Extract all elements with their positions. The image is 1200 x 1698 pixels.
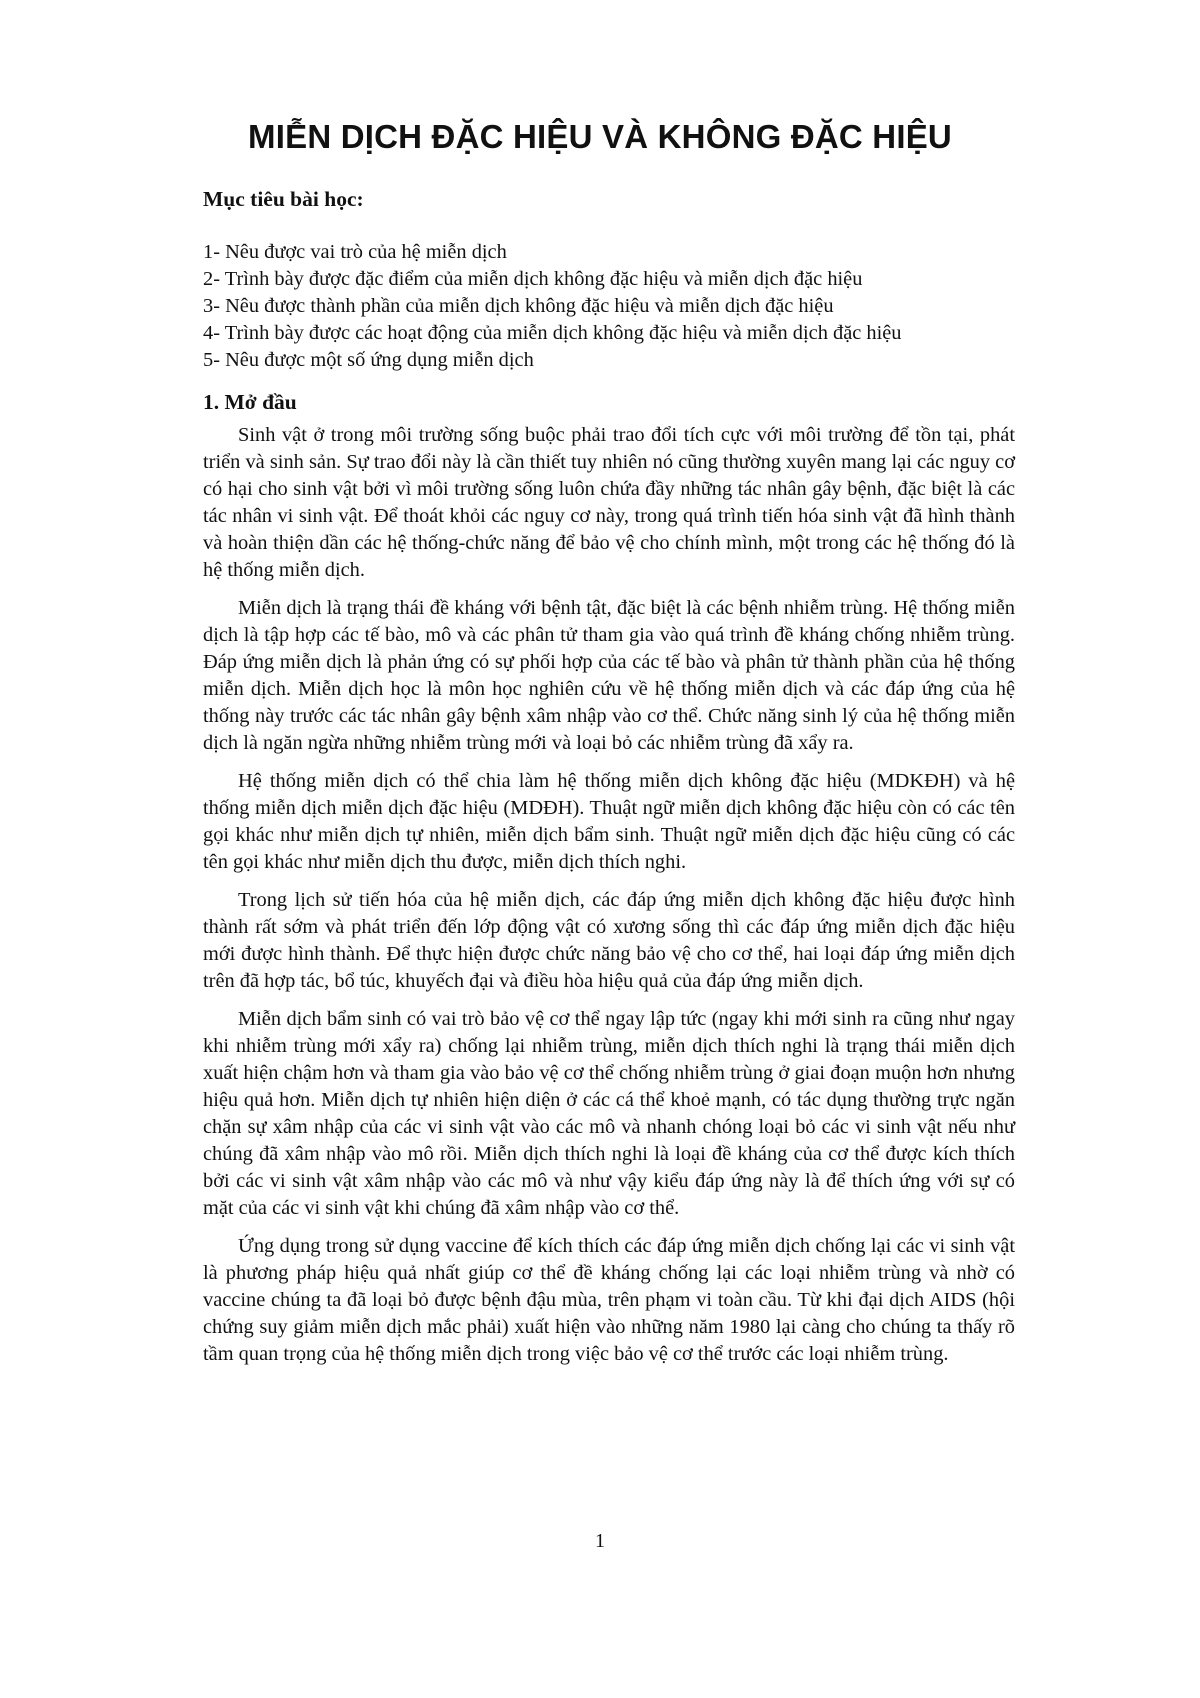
document-body (203, 186, 1015, 1379)
objective-item: 4- Trình bày được các hoạt động của miễn dịch không đặc hiệu và miễn dịch đặc hiệu (203, 322, 902, 344)
objective-item: 5- Nêu được một số ứng dụng miễn dịch (203, 349, 534, 371)
objective-item: 1- Nêu được vai trò của hệ miễn dịch (203, 241, 507, 263)
body-paragraph: Trong lịch sử tiến hóa của hệ miễn dịch, các đáp ứng miễn dịch không đặc hiệu được hình thành rất sớm và phát triển đến lớp động vật có xương sống thì các đáp ứng miễn dịch đặc hiệu mới được hình thành. Để thực hiện được chức năng bảo vệ cho cơ thể, hai loại đáp ứng miễn dịch trên đã hợp tác, bổ túc, khuyếch đại và điều hòa hiệu quả của đáp ứng miễn dịch. (203, 889, 1015, 992)
page-number: 1 (595, 1530, 605, 1552)
objectives-list (203, 239, 1015, 374)
objective-item: 2- Trình bày được đặc điểm của miễn dịch không đặc hiệu và miễn dịch đặc hiệu (203, 268, 863, 290)
section-heading: 1. Mở đầu (203, 390, 297, 414)
objective-item: 3- Nêu được thành phần của miễn dịch không đặc hiệu và miễn dịch đặc hiệu (203, 295, 834, 317)
body-paragraph: Miễn dịch là trạng thái đề kháng với bệnh tật, đặc biệt là các bệnh nhiễm trùng. Hệ thống miễn dịch là tập hợp các tế bào, mô và các phân tử tham gia vào quá trình đề kháng chống nhiễm trùng. Đáp ứng miễn dịch là phản ứng có sự phối hợp của các tế bào và phân tử thành phần của hệ thống miễn dịch. Miễn dịch học là môn học nghiên cứu về hệ thống miễn dịch và các đáp ứng của hệ thống này trước các tác nhân gây bệnh xâm nhập vào cơ thể. Chức năng sinh lý của hệ thống miễn dịch là ngăn ngừa những nhiễm trùng mới và loại bỏ các nhiễm trùng đã xẩy ra. (203, 597, 1015, 754)
body-paragraph: Miễn dịch bẩm sinh có vai trò bảo vệ cơ thể ngay lập tức (ngay khi mới sinh ra cũng như ngay khi nhiễm trùng mới xẩy ra) chống lại nhiễm trùng, miễn dịch thích nghi là trạng thái miễn dịch xuất hiện chậm hơn và tham gia vào bảo vệ cơ thể chống nhiễm trùng ở giai đoạn muộn hơn nhưng hiệu quả hơn. Miễn dịch tự nhiên hiện diện ở các cá thể khoẻ mạnh, có tác dụng thường trực ngăn chặn sự xâm nhập của các vi sinh vật vào các mô và nhanh chóng loại bỏ các vi sinh vật nếu như chúng đã xâm nhập vào mô rồi. Miễn dịch thích nghi là loại đề kháng của cơ thể được kích thích bởi các vi sinh vật xâm nhập vào các mô và như vậy kiểu đáp ứng này là để thích ứng với sự có mặt của các vi sinh vật khi chúng đã xâm nhập vào cơ thể. (203, 1008, 1015, 1219)
body-paragraph: Ứng dụng trong sử dụng vaccine để kích thích các đáp ứng miễn dịch chống lại các vi sinh vật là phương pháp hiệu quả nhất giúp cơ thể đề kháng chống lại các loại nhiễm trùng và nhờ có vaccine chúng ta đã loại bỏ được bệnh đậu mùa, trên phạm vi toàn cầu. Từ khi đại dịch AIDS (hội chứng suy giảm miễn dịch mắc phải) xuất hiện vào những năm 1980 lại càng cho chúng ta thấy rõ tầm quan trọng của hệ thống miễn dịch trong việc bảo vệ cơ thể trước các loại nhiễm trùng. (203, 1235, 1015, 1365)
body-paragraph: Sinh vật ở trong môi trường sống buộc phải trao đổi tích cực với môi trường để tồn tại, phát triển và sinh sản. Sự trao đổi này là cần thiết tuy nhiên nó cũng thường xuyên mang lại các nguy cơ có hại cho sinh vật bởi vì môi trường sống luôn chứa đầy những tác nhân gây bệnh, đặc biệt là các tác nhân vi sinh vật. Để thoát khỏi các nguy cơ này, trong quá trình tiến hóa sinh vật đã hình thành và hoàn thiện dần các hệ thống-chức năng để bảo vệ cho chính mình, một trong các hệ thống đó là hệ thống miễn dịch. (203, 424, 1015, 581)
body-paragraph: Hệ thống miễn dịch có thể chia làm hệ thống miễn dịch không đặc hiệu (MDKĐH) và hệ thống miễn dịch miễn dịch đặc hiệu (MDĐH). Thuật ngữ miễn dịch không đặc hiệu còn có các tên gọi khác như miễn dịch tự nhiên, miễn dịch bẩm sinh. Thuật ngữ miễn dịch đặc hiệu cũng có các tên gọi khác như miễn dịch thu được, miễn dịch thích nghi. (203, 770, 1015, 873)
objectives-heading: Mục tiêu bài học: (203, 187, 364, 211)
document-title: MIỄN DỊCH ĐẶC HIỆU VÀ KHÔNG ĐẶC HIỆU (248, 118, 952, 155)
